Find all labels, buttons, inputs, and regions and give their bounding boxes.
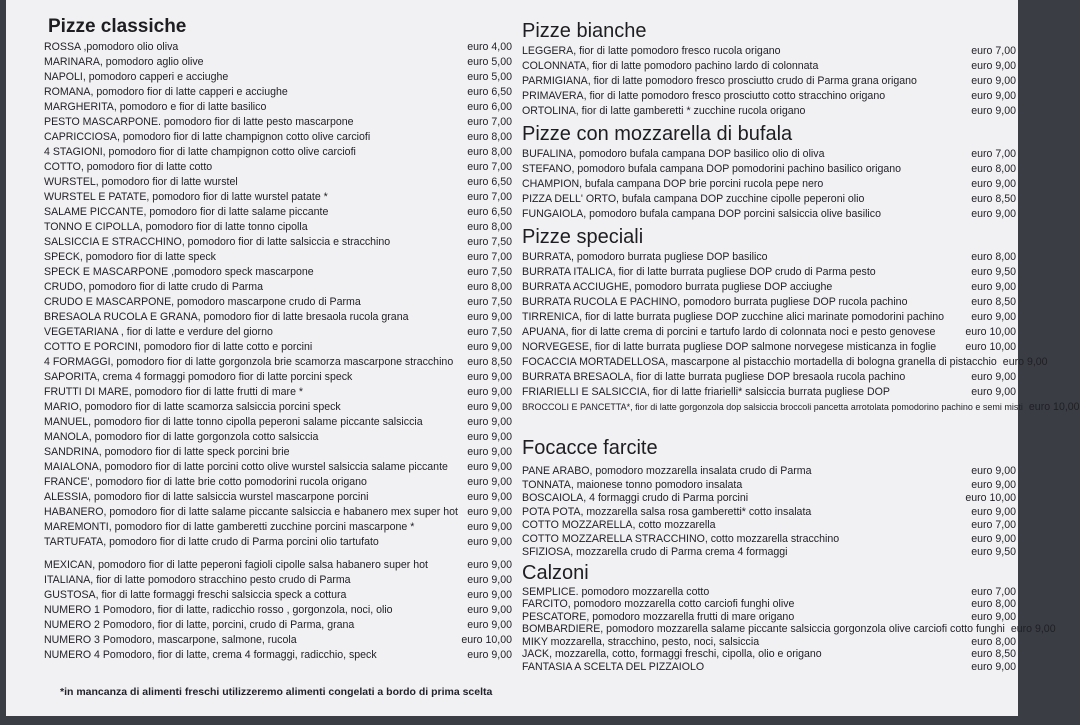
menu-item-price: euro 9,00 — [971, 371, 1016, 383]
menu-item-description: WURSTEL, pomodoro fior di latte wurstel — [44, 176, 238, 188]
section-title-focacce: Focacce farcite — [522, 437, 658, 459]
menu-item — [44, 70, 512, 85]
menu-item — [522, 74, 1016, 89]
menu-item — [522, 147, 1016, 162]
menu-item — [44, 430, 512, 445]
menu-item-description: ALESSIA, pomodoro fior di latte salsiccia wurstel mascarpone porcini — [44, 491, 369, 503]
menu-item-description: NORVEGESE, fior di latte burrata pugliese DOP salmone norvegese misticanza in foglie — [522, 341, 937, 353]
menu-item-description: FARCITO, pomodoro mozzarella cotto carciofi funghi olive — [522, 598, 795, 610]
menu-item — [44, 130, 512, 145]
menu-item — [44, 558, 512, 573]
menu-item-description: MARGHERITA, pomodoro e fior di latte basilico — [44, 101, 267, 113]
menu-item-price: euro 4,00 — [467, 41, 512, 53]
menu-item-description: CAPRICCIOSA, pomodoro fior di latte champignon cotto olive carciofi — [44, 131, 371, 143]
menu-item-description: COTTO E PORCINI, pomodoro fior di latte cotto e porcini — [44, 341, 313, 353]
menu-item — [522, 207, 1016, 222]
menu-item — [44, 573, 512, 588]
menu-item-price: euro 9,50 — [971, 266, 1016, 278]
menu-item-description: BURRATA BRESAOLA, fior di latte burrata pugliese DOP bresaola rucola pachino — [522, 371, 906, 383]
menu-item-description: TARTUFATA, pomodoro fior di latte crudo di Parma porcini olio tartufato — [44, 536, 379, 548]
menu-item-price: euro 9,00 — [971, 90, 1016, 102]
menu-item — [44, 100, 512, 115]
menu-item-price: euro 10,00 — [965, 326, 1016, 338]
menu-item-price: euro 9,00 — [467, 311, 512, 323]
menu-item-description: BURRATA ITALICA, fior di latte burrata pugliese DOP crudo di Parma pesto — [522, 266, 876, 278]
menu-item — [44, 535, 512, 550]
menu-item-price: euro 7,00 — [467, 161, 512, 173]
menu-item-description: BOMBARDIERE, pomodoro mozzarella salame piccante salsiccia gorgonzola olive carciofi cotto funghi — [522, 623, 1005, 635]
menu-item-price: euro 9,00 — [467, 649, 512, 661]
menu-item — [522, 310, 1016, 325]
menu-item-price: euro 8,00 — [467, 281, 512, 293]
menu-item — [44, 280, 512, 295]
menu-item — [522, 623, 1056, 636]
menu-item — [44, 520, 512, 535]
menu-item-description: SEMPLICE. pomodoro mozzarella cotto — [522, 585, 710, 598]
menu-item-description: MARINARA, pomodoro aglio olive — [44, 56, 204, 68]
menu-item — [44, 160, 512, 175]
menu-item — [522, 385, 1016, 400]
menu-item — [44, 295, 512, 310]
menu-item-description: BUFALINA, pomodoro bufala campana DOP basilico olio di oliva — [522, 148, 825, 160]
menu-item-description: FRANCE', pomodoro fior di latte brie cotto pomodorini rucola origano — [44, 476, 367, 488]
menu-item — [522, 370, 1016, 385]
menu-item — [44, 385, 512, 400]
menu-item-description: CHAMPION, bufala campana DOP brie porcini rucola pepe nero — [522, 178, 824, 190]
section-title-calzoni: Calzoni — [522, 561, 589, 584]
menu-item — [44, 588, 512, 603]
menu-item-price: euro 9,00 — [467, 536, 512, 548]
bufala-list — [522, 147, 1016, 222]
menu-item — [522, 250, 1016, 265]
menu-item-description: BOSCAIOLA, 4 formaggi crudo di Parma porcini — [522, 492, 749, 504]
menu-item — [44, 490, 512, 505]
menu-item-price: euro 8,00 — [467, 221, 512, 233]
menu-item-price: euro 7,00 — [467, 116, 512, 128]
menu-item-description: GUSTOSA, fior di latte formaggi freschi salsiccia speck a cottura — [44, 589, 347, 601]
menu-item-price: euro 9,00 — [971, 105, 1016, 117]
menu-item — [522, 89, 1016, 104]
spacer — [522, 415, 1016, 435]
menu-item — [522, 355, 1048, 370]
menu-item-description: LEGGERA, fior di latte pomodoro fresco rucola origano — [522, 45, 781, 57]
menu-item — [522, 280, 1016, 295]
menu-item-description: SAPORITA, crema 4 formaggi pomodoro fior di latte porcini speck — [44, 371, 353, 383]
menu-item — [522, 104, 1016, 119]
menu-item-description: ROMANA, pomodoro fior di latte capperi e acciughe — [44, 86, 288, 98]
menu-item — [522, 661, 1016, 674]
menu-item-price: euro 7,00 — [971, 585, 1016, 598]
menu-item — [44, 400, 512, 415]
menu-item-price: euro 9,00 — [971, 610, 1016, 623]
menu-item-price: euro 7,50 — [467, 326, 512, 338]
menu-item-price: euro 10,00 — [1028, 401, 1080, 413]
menu-item-description: PARMIGIANA, fior di latte pomodoro fresco prosciutto crudo di Parma grana origano — [522, 75, 917, 87]
menu-item — [522, 519, 1016, 533]
menu-item — [44, 445, 512, 460]
menu-item-description: TIRRENICA, fior di latte burrata pugliese DOP zucchine alici marinate pomodorini pachino — [522, 311, 944, 323]
menu-item — [44, 505, 512, 520]
menu-item — [44, 175, 512, 190]
menu-sheet — [6, 0, 1080, 716]
menu-item-description: BURRATA, pomodoro burrata pugliese DOP basilico — [522, 251, 768, 263]
menu-item-price: euro 9,50 — [971, 546, 1016, 558]
menu-item — [44, 220, 512, 235]
menu-item-price: euro 7,00 — [971, 148, 1016, 160]
menu-item-description: BURRATA RUCOLA E PACHINO, pomodoro burrata pugliese DOP rucola pachino — [522, 296, 908, 308]
menu-item-price: euro 6,50 — [467, 176, 512, 188]
menu-item-description: BRESAOLA RUCOLA E GRANA, pomodoro fior di latte bresaola rucola grana — [44, 311, 409, 323]
menu-item — [522, 192, 1016, 207]
menu-item-description: FUNGAIOLA, pomodoro bufala campana DOP porcini salsiccia olive basilico — [522, 208, 881, 220]
menu-item-price: euro 6,50 — [467, 206, 512, 218]
menu-item-description: MAIALONA, pomodoro fior di latte porcini cotto olive wurstel salsiccia salame piccante — [44, 461, 448, 473]
menu-item — [44, 250, 512, 265]
menu-item — [522, 177, 1016, 192]
menu-item-price: euro 5,00 — [467, 56, 512, 68]
menu-item — [44, 310, 512, 325]
menu-item-description: BURRATA ACCIUGHE, pomodoro burrata pugliese DOP acciughe — [522, 281, 833, 293]
menu-item — [522, 59, 1016, 74]
menu-item — [522, 340, 1016, 355]
menu-item-description: COTTO, pomodoro fior di latte cotto — [44, 161, 213, 173]
menu-item — [522, 479, 1016, 493]
speciali-list — [522, 250, 1080, 415]
menu-item-description: JACK, mozzarella, cotto, formaggi freschi, cipolla, olio e origano — [522, 648, 822, 660]
menu-item — [522, 162, 1016, 177]
menu-item-description: STEFANO, pomodoro bufala campana DOP pomodorini pachino basilico origano — [522, 163, 902, 175]
menu-item-description: NUMERO 1 Pomodoro, fior di latte, radicchio rosso , gorgonzola, noci, olio — [44, 604, 393, 616]
menu-item-description: COLONNATA, fior di latte pomodoro pachino lardo di colonnata — [522, 60, 819, 72]
menu-item-price: euro 8,00 — [971, 598, 1016, 610]
menu-item-price: euro 8,50 — [971, 648, 1016, 660]
menu-item-price: euro 9,00 — [467, 491, 512, 503]
menu-item-description: NUMERO 2 Pomodoro, fior di latte, porcini, crudo di Parma, grana — [44, 619, 355, 631]
menu-item-description: SPECK, pomodoro fior di latte speck — [44, 251, 216, 263]
menu-item — [44, 340, 512, 355]
menu-item — [522, 533, 1016, 547]
menu-item — [44, 235, 512, 250]
menu-item — [522, 648, 1016, 661]
menu-item-description: SALSICCIA E STRACCHINO, pomodoro fior di latte salsiccia e stracchino — [44, 236, 391, 248]
menu-item — [44, 415, 512, 430]
menu-item-price: euro 9,00 — [467, 574, 512, 586]
classiche-list-2 — [44, 558, 512, 663]
menu-item — [44, 618, 512, 633]
menu-item — [44, 355, 512, 370]
menu-item-price: euro 9,00 — [971, 660, 1016, 673]
menu-item — [522, 586, 1016, 599]
menu-item-description: PANE ARABO, pomodoro mozzarella insalata crudo di Parma — [522, 465, 812, 477]
menu-item-price: euro 9,00 — [467, 431, 512, 443]
menu-item-price: euro 8,00 — [971, 163, 1016, 175]
menu-item-price: euro 9,00 — [467, 446, 512, 458]
menu-item-description: 4 FORMAGGI, pomodoro fior di latte gorgonzola brie scamorza mascarpone stracchino — [44, 356, 454, 368]
menu-item-description: MAREMONTI, pomodoro fior di latte gamberetti zucchine porcini mascarpone * — [44, 521, 415, 533]
menu-item-price: euro 9,00 — [467, 476, 512, 488]
menu-item — [522, 44, 1016, 59]
menu-item-price: euro 5,00 — [467, 71, 512, 83]
menu-item-price: euro 9,00 — [467, 506, 512, 518]
menu-item-description: 4 STAGIONI, pomodoro fior di latte champignon cotto olive carciofi — [44, 146, 356, 158]
menu-item — [44, 145, 512, 160]
menu-item-description: TONNATA, maionese tonno pomodoro insalata — [522, 478, 743, 491]
menu-item-price: euro 6,00 — [467, 101, 512, 113]
menu-item-price: euro 8,50 — [467, 356, 512, 368]
menu-item — [44, 55, 512, 70]
menu-item-price: euro 9,00 — [971, 478, 1016, 491]
menu-item — [522, 265, 1016, 280]
menu-item-description: FOCACCIA MORTADELLOSA, mascarpone al pistacchio mortadella di bologna granella di pistacchio — [522, 356, 997, 368]
menu-item — [44, 85, 512, 100]
bianche-list — [522, 44, 1016, 119]
menu-item-description: WURSTEL E PATATE, pomodoro fior di latte wurstel patate * — [44, 191, 328, 203]
menu-item-description: PESCATORE, pomodoro mozzarella frutti di mare origano — [522, 610, 795, 623]
menu-item — [44, 325, 512, 340]
calzoni-list — [522, 585, 1056, 674]
menu-item-price: euro 7,00 — [467, 191, 512, 203]
menu-item-description: FRIARIELLI E SALSICCIA, fior di latte friarielli* salsiccia burrata pugliese DOP — [522, 386, 890, 398]
menu-item-description: MARIO, pomodoro fior di latte scamorza salsiccia porcini speck — [44, 401, 341, 413]
section-title-bufala: Pizze con mozzarella di bufala — [522, 123, 793, 145]
menu-item-price: euro 9,00 — [467, 619, 512, 631]
menu-item-description: PIZZA DELL' ORTO, bufala campana DOP zucchine cipolle peperoni olio — [522, 193, 865, 205]
menu-item-price: euro 9,00 — [971, 178, 1016, 190]
menu-item-price: euro 7,00 — [467, 251, 512, 263]
menu-item — [44, 370, 512, 385]
menu-item-description: VEGETARIANA , fior di latte e verdure del giorno — [44, 326, 273, 338]
menu-item — [44, 190, 512, 205]
menu-item-price: euro 9,00 — [971, 208, 1016, 220]
menu-item-description: PRIMAVERA, fior di latte pomodoro fresco prosciutto cotto stracchino origano — [522, 90, 886, 102]
menu-item-description: COTTO MOZZARELLA STRACCHINO, cotto mozzarella stracchino — [522, 532, 840, 545]
menu-item-price: euro 10,00 — [965, 341, 1016, 353]
menu-item-price: euro 7,50 — [467, 266, 512, 278]
menu-item-description: SPECK E MASCARPONE ,pomodoro speck mascarpone — [44, 266, 314, 278]
menu-item-description: ORTOLINA, fior di latte gamberetti * zucchine rucola origano — [522, 105, 806, 117]
menu-item-price: euro 8,00 — [467, 146, 512, 158]
menu-item-price: euro 9,00 — [971, 311, 1016, 323]
menu-item-description: APUANA, fior di latte crema di porcini e tartufo lardo di colonnata noci e pesto genovese — [522, 326, 936, 338]
menu-item-price: euro 9,00 — [467, 386, 512, 398]
menu-item-price: euro 9,00 — [467, 521, 512, 533]
menu-item-price: euro 9,00 — [1002, 356, 1048, 368]
menu-item-price: euro 7,00 — [971, 519, 1016, 531]
menu-item-description: NUMERO 4 Pomodoro, fior di latte, crema 4 formaggi, radicchio, speck — [44, 649, 377, 661]
menu-item-price: euro 9,00 — [971, 532, 1016, 545]
menu-item-price: euro 9,00 — [467, 401, 512, 413]
menu-item-description: ITALIANA, fior di latte pomodoro stracchino pesto crudo di Parma — [44, 574, 351, 586]
menu-item — [44, 648, 512, 663]
section-title-speciali: Pizze speciali — [522, 226, 644, 248]
menu-item-description: FRUTTI DI MARE, pomodoro fior di latte frutti di mare * — [44, 386, 304, 398]
menu-item-description: CRUDO E MASCARPONE, pomodoro mascarpone crudo di Parma — [44, 296, 361, 308]
spacer — [44, 550, 512, 558]
menu-item — [522, 598, 1016, 611]
menu-item-price: euro 9,00 — [467, 559, 512, 571]
menu-item-price: euro 8,00 — [467, 131, 512, 143]
menu-item-price: euro 9,00 — [971, 386, 1016, 398]
menu-item-price: euro 9,00 — [971, 505, 1016, 518]
menu-item-price: euro 10,00 — [461, 634, 512, 646]
menu-item-description: ROSSA ,pomodoro olio oliva — [44, 41, 179, 53]
section-title-classiche: Pizze classiche — [48, 16, 187, 37]
menu-item — [522, 611, 1016, 624]
menu-item — [522, 465, 1016, 479]
menu-item-description: SFIZIOSA, mozzarella crudo di Parma crema 4 formaggi — [522, 546, 788, 558]
menu-item-price: euro 9,00 — [971, 75, 1016, 87]
menu-item-price: euro 8,00 — [971, 251, 1016, 263]
menu-item — [44, 460, 512, 475]
menu-item — [44, 633, 512, 648]
menu-item-price: euro 9,00 — [1010, 623, 1056, 635]
menu-item — [522, 325, 1016, 340]
menu-item-price: euro 9,00 — [971, 281, 1016, 293]
menu-item — [44, 265, 512, 280]
menu-item — [522, 492, 1016, 506]
menu-item-description: MANUEL, pomodoro fior di latte tonno cipolla peperoni salame piccante salsiccia — [44, 416, 423, 428]
menu-item — [522, 546, 1016, 560]
menu-item-description: MANOLA, pomodoro fior di latte gorgonzola cotto salsiccia — [44, 431, 319, 443]
menu-item-description: COTTO MOZZARELLA, cotto mozzarella — [522, 519, 716, 531]
section-title-bianche: Pizze bianche — [522, 20, 647, 42]
footer-note: *in mancanza di alimenti freschi utilizzeremo alimenti congelati a bordo di prima scelta — [60, 686, 493, 698]
menu-item — [522, 506, 1016, 520]
menu-item-price: euro 9,00 — [467, 461, 512, 473]
classiche-list — [44, 40, 512, 550]
menu-item-description: HABANERO, pomodoro fior di latte salame piccante salsiccia e habanero mex super hot — [44, 506, 458, 518]
right-column — [522, 18, 1080, 673]
menu-item-price: euro 7,00 — [971, 45, 1016, 57]
menu-item-price: euro 9,00 — [467, 371, 512, 383]
menu-item-description: MEXICAN, pomodoro fior di latte peperoni fagioli cipolle salsa habanero super hot — [44, 559, 428, 571]
menu-item-description: SALAME PICCANTE, pomodoro fior di latte salame piccante — [44, 206, 329, 218]
menu-item-price: euro 9,00 — [971, 465, 1016, 477]
menu-item — [44, 115, 512, 130]
menu-item-description: FANTASIA A SCELTA DEL PIZZAIOLO — [522, 660, 705, 673]
menu-item-price: euro 10,00 — [965, 492, 1016, 504]
menu-item-price: euro 9,00 — [467, 341, 512, 353]
menu-item-description: NAPOLI, pomodoro capperi e acciughe — [44, 71, 229, 83]
menu-item — [522, 636, 1016, 649]
focacce-list — [522, 465, 1016, 560]
menu-item-price: euro 9,00 — [467, 589, 512, 601]
menu-item — [44, 603, 512, 618]
menu-item-description: SANDRINA, pomodoro fior di latte speck porcini brie — [44, 446, 290, 458]
menu-item-description: PESTO MASCARPONE. pomodoro fior di latte pesto mascarpone — [44, 116, 354, 128]
menu-item-price: euro 7,50 — [467, 236, 512, 248]
menu-item — [522, 295, 1016, 310]
menu-item-price: euro 9,00 — [467, 416, 512, 428]
menu-item — [44, 475, 512, 490]
menu-item-price: euro 8,50 — [971, 296, 1016, 308]
menu-item-description: MIKY mozzarella, stracchino, pesto, noci, salsiccia — [522, 635, 760, 648]
menu-item-description: CRUDO, pomodoro fior di latte crudo di Parma — [44, 281, 264, 293]
menu-item-description: NUMERO 3 Pomodoro, mascarpone, salmone, rucola — [44, 634, 297, 646]
menu-item-price: euro 8,50 — [971, 193, 1016, 205]
menu-item-price: euro 8,00 — [971, 635, 1016, 648]
menu-item-price: euro 9,00 — [971, 60, 1016, 72]
menu-item — [522, 400, 1080, 415]
menu-item — [44, 205, 512, 220]
menu-item-price: euro 7,50 — [467, 296, 512, 308]
menu-item-description: TONNO E CIPOLLA, pomodoro fior di latte tonno cipolla — [44, 221, 308, 233]
menu-item-description: POTA POTA, mozzarella salsa rosa gamberetti* cotto insalata — [522, 505, 812, 518]
menu-item — [44, 40, 512, 55]
menu-item-price: euro 9,00 — [467, 604, 512, 616]
left-column — [44, 14, 512, 663]
menu-item-price: euro 6,50 — [467, 86, 512, 98]
menu-item-description: BROCCOLI E PANCETTA*, fior di latte gorgonzola dop salsiccia broccoli pancetta arrotolata pomodorino pachino e semi misti — [522, 402, 1023, 412]
